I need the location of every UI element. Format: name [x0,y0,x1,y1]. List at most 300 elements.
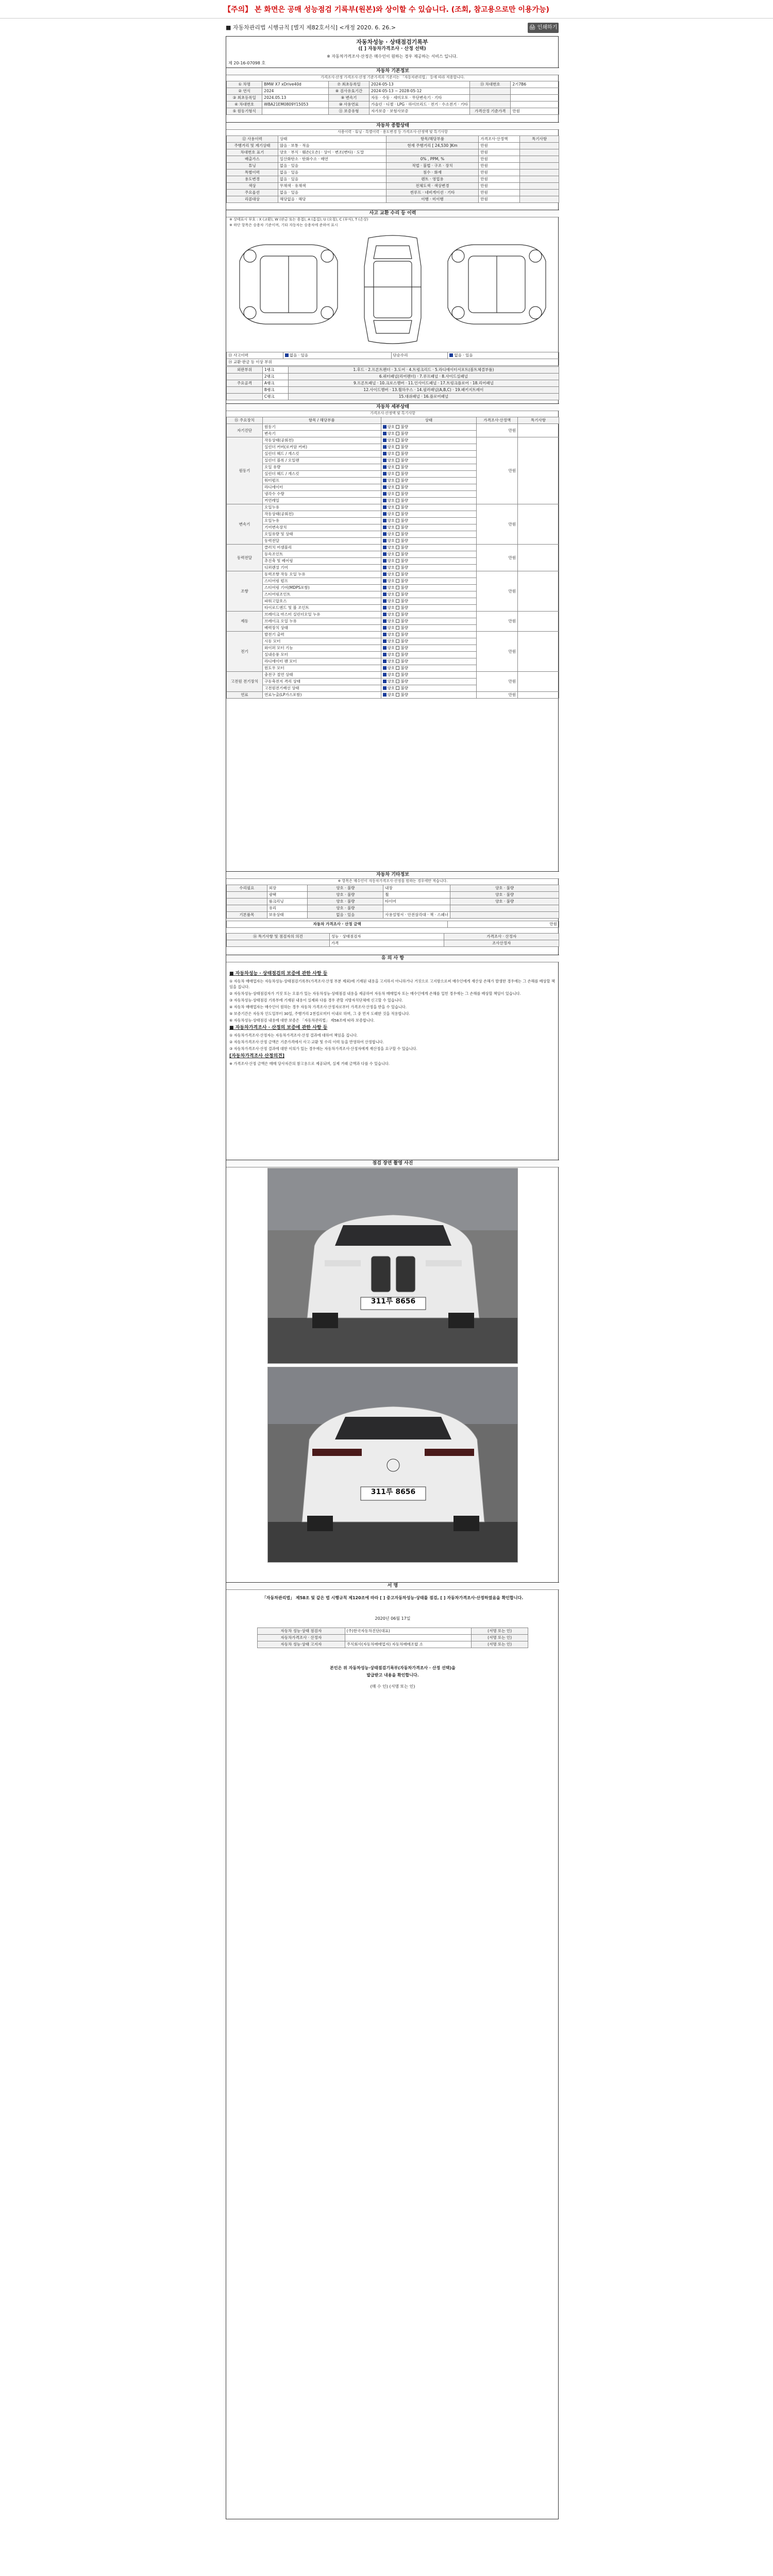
detail-state[interactable]: 양호 불량 [381,605,477,612]
sign-cell: (서명 또는 인) [472,1628,528,1635]
sign-heading: 서 명 [226,1582,559,1590]
detail-group-label: 제동 [227,612,263,632]
section-summary-note: 사용이력 · 튜닝 · 특별이력 · 용도변경 등 가격조사·산정액 및 특기사항 [338,130,448,134]
detail-note [518,612,559,632]
damage-legend: ※ 하단 항목은 승용차 기준이며, 기타 자동차는 승용차에 준하여 표시 [229,223,338,227]
summary-cell: 만원 [479,156,520,163]
basic-cell: 2기7B6 [511,81,559,88]
detail-item: 동력조향 작동 오일 누유 [262,571,381,578]
parts-cell: 1.후드 · 2.프론트펜더 · 3.도어 · 4.트렁크리드 · 5.라디에이터서포트(볼트체결부품) [288,367,559,374]
section-damage: 사고 교환 수리 등 이력 [226,210,559,217]
notes-heading-2: ■ 자동차가격조사 · 산정의 보증에 관한 사항 등 [229,1025,328,1030]
extra-cell: 양호 · 불량 [308,892,383,899]
detail-state[interactable]: 양호 불량 [381,558,477,565]
opinion-cell [227,940,330,947]
basic-cell: ① 차명 [227,81,262,88]
basic-cell: 자가보증 · 보험사보증 [369,108,470,115]
summary-cell: 만원 [479,149,520,156]
detail-item: 파워고압호스 [262,598,381,605]
detail-item: 브레이크 마스터 실린더오일 누유 [262,612,381,618]
car-side-right [448,245,546,324]
summary-cell: 적법 · 불법 · 구조 · 장치 [386,163,479,170]
detail-state[interactable]: 양호 불량 [381,632,477,638]
extra-cell: 양호 · 불량 [308,899,383,905]
detail-item: 동력전달 [262,538,381,545]
summary-cell: 렌트 · 영업용 [386,176,479,183]
note-item: ① 자동차 매매업자는 자동차성능·상태점검기록부(가격조사·산정 부분 제외)에 기재된 내용을 고지하지 아니하거나 거짓으로 고지함으로써 매수인에게 재산상 손해가 발생한 경우에는 그 손해를 배상할 책임을 집니다. [229,979,555,989]
summary-cell: 만원 [479,170,520,176]
basic-cell: ⑨ 변속기 [328,95,369,101]
detail-state[interactable]: 양호 불량 [381,638,477,645]
doc-law-note: ※ 자동차가격조사·산정은 매수인이 원하는 경우 제공하는 서비스 입니다. [327,54,458,59]
basic-cell: ⑧ 검사유효기간 [328,88,369,95]
print-button[interactable]: 🖨 인쇄하기 [528,23,559,33]
damage-symbol-note: ※ 상태표시 부호 : X (교환), W (판금 또는 용접), A (흠집), U (요철), C (부식), T (손상) [229,217,368,222]
detail-item: 변속기 [262,431,381,437]
detail-group-label: 연료 [227,692,263,699]
extra-cell: 사용설명서 · 안전삼각대 · 잭 · 스패너 [383,912,450,919]
extra-row [227,905,559,912]
detail-group-label: 조향 [227,571,263,612]
summary-cell: 가격조사·산정액 [479,136,520,143]
sign-row [258,1641,528,1648]
note-item: ③ 자동차성능·상태점검 기록부에 기재된 내용이 실제와 다를 경우 관할 지방자치단체에 신고할 수 있습니다. [229,998,403,1003]
detail-state[interactable]: 양호 불량 [381,672,477,679]
summary-cell [520,170,559,176]
warning-banner [0,0,773,19]
extra-cell: 양호 · 불량 [450,892,559,899]
buyer-sign: (매 수 인) (서명 또는 인) [370,1684,415,1689]
summary-row [227,163,559,170]
opinion-cell: 가격 [329,940,444,947]
summary-cell [520,156,559,163]
notes-heading-1: ■ 자동차성능 · 상태점검의 보증에 관한 사항 등 [229,971,328,976]
detail-item: 오일누유 [262,518,381,524]
extra-cell: 타이어 [383,899,450,905]
parts-cell: 15.대쉬패널 · 16.플로어패널 [288,394,559,400]
summary-cell: 없음 · 있음 [278,170,386,176]
detail-note [518,672,559,692]
extra-cell: 외장 [267,885,308,892]
summary-cell [520,163,559,170]
detail-item: 오일유량 및 상태 [262,531,381,538]
basic-cell [469,95,511,101]
detail-state[interactable]: 양호 불량 [381,484,477,491]
page-header [226,22,559,34]
basic-cell: ⑪ 보증유형 [328,108,369,115]
extra-cell: 양호 · 불량 [308,905,383,912]
detail-state[interactable]: 양호 불량 [381,571,477,578]
detail-state[interactable]: 양호 불량 [381,478,477,484]
accident-value: 없음 · 있음 [283,352,391,359]
car-diagram-area [229,230,556,349]
extra-cell: 양호 · 불량 [450,885,559,892]
summary-cell: 없음 · 있음 [278,190,386,196]
basic-cell: ② 연식 [227,88,262,95]
extra-cell: 유리 [267,905,308,912]
summary-row [227,190,559,196]
total-label: 자동차 가격조사 · 산정 금액 [227,921,448,928]
detail-state[interactable]: 양호 불량 [381,578,477,585]
notes-list-1 [229,978,556,1023]
detail-item: 실내송풍 모터 [262,652,381,658]
summary-row [227,183,559,190]
detail-head-cell: 항목 / 해당부품 [262,417,381,424]
detail-row [227,545,559,551]
note-item: ② 자동차성능·상태점검자가 거짓 또는 오류가 있는 자동차성능·상태점검 내용을 제공하여 자동차 매매업자 또는 매수인에게 손해를 입힌 경우에는 그 손해를 배상할 책임이 있습니다. [229,991,521,996]
extra-cell: 광택 [267,892,308,899]
parts-cell: 2랭크 [262,374,288,380]
detail-item: 기어변속장치 [262,524,381,531]
sign-date: 2020년 06월 17일 [375,1616,411,1621]
detail-row [227,692,559,699]
basic-row [227,88,559,95]
detail-state[interactable]: 양호 불량 [381,679,477,685]
detail-item: 스티어링 기어(MDPS포함) [262,585,381,591]
car-rear-photo [268,1367,518,1563]
detail-item: 오일 유량 [262,464,381,471]
basic-cell: 가솔린 · 디젤 · LPG · 하이브리드 · 전기 · 수소전기 · 기타 [369,101,470,108]
detail-item: 타이로드엔드 및 볼 조인트 [262,605,381,612]
detail-group-label: 변속기 [227,504,263,545]
detail-amount: 만원 [477,692,518,699]
simple-repair-label: 단순수리 [391,352,448,359]
detail-head-cell: 가격조사·산정액 [477,417,518,424]
basic-cell: 2024 [262,88,329,95]
detail-amount: 만원 [477,424,518,437]
summary-cell: 만원 [479,183,520,190]
basic-cell: 2024-05-13 [369,81,470,88]
sign-table [257,1628,528,1648]
note-item: ② 자동차가격조사·산정 금액은 기준가격에서 사고·교환 및 수리 이력 등을 반영하여 산정합니다. [229,1040,384,1044]
detail-state[interactable]: 양호 불량 [381,658,477,665]
frame-label: ⑭ 교환·판금 등 이상 부위 [227,359,559,366]
summary-row [227,176,559,183]
extra-table [226,885,559,919]
basic-info-table [226,81,559,115]
detail-item: 라디에이터 [262,484,381,491]
detail-item: 구동축전지 격리 상태 [262,679,381,685]
summary-cell [520,183,559,190]
detail-state[interactable]: 양호 불량 [381,464,477,471]
detail-state[interactable]: 양호 불량 [381,524,477,531]
summary-cell [520,176,559,183]
summary-row [227,149,559,156]
detail-item: 작동상태(공회전) [262,511,381,518]
detail-row [227,571,559,578]
section-extra: 자동차 기타정보 [226,871,559,879]
detail-item: 실린더 헤드 / 개스킷 [262,471,381,478]
summary-cell: 많음 · 보통 · 적음 [278,143,386,149]
parts-cell [227,374,263,380]
basic-cell: ④ 차대번호 [227,101,262,108]
basic-cell: ③ 최초등록일 [227,95,262,101]
summary-cell [520,190,559,196]
detail-state[interactable]: 양호 불량 [381,545,477,551]
detail-state[interactable]: 양호 불량 [381,491,477,498]
parts-cell [227,394,263,400]
basic-cell: 2024-05-13 ~ 2028-05-12 [369,88,470,95]
basic-cell [511,88,559,95]
section-extra-note: ※ 항목은 매수인이 자동차가격조사·산정을 원하는 경우에만 적습니다. [338,879,448,883]
summary-cell: ⑫ 사용이력 [227,136,278,143]
basic-row [227,95,559,101]
detail-table [226,417,559,699]
detail-state[interactable]: 양호 불량 [381,652,477,658]
sign-cell: 자동차가격조사 · 산정자 [258,1635,345,1641]
detail-head-cell: ⑮ 주요장치 [227,417,263,424]
sign-row [258,1635,528,1641]
detail-state[interactable]: 양호 불량 [381,685,477,692]
basic-cell: BMW X7 xDrive40d [262,81,329,88]
sign-statement: 「자동차관리법」 제58조 및 같은 법 시행규칙 제120조에 따라 [ ] 중고자동차성능·상태를 점검, [ ] 자동차가격조사·산정하였음을 확인합니다. [262,1596,524,1600]
sign-row [258,1628,528,1635]
note-item: ⑤ 보증기간은 자동차 인도일부터 30일, 주행거리 2천킬로미터 이내로 하며, 그 중 먼저 도래한 것을 적용합니다. [229,1011,410,1016]
summary-cell: 주요옵션 [227,190,278,196]
summary-table [226,135,559,203]
detail-state[interactable]: 양호 불량 [381,598,477,605]
summary-cell: 만원 [479,176,520,183]
sign-cell: 자동차 성능·상태 점검자 [258,1628,345,1635]
summary-cell: 배출가스 [227,156,278,163]
detail-head-cell: 특기사항 [518,417,559,424]
detail-group-label: 자기진단 [227,424,263,437]
rear-plate: 311루 8656 [371,1488,416,1496]
detail-state[interactable]: 양호 불량 [381,511,477,518]
detail-note [518,571,559,612]
detail-state[interactable]: 양호 불량 [381,692,477,699]
detail-item: 실린더 블록 / 오일팬 [262,457,381,464]
summary-cell: 색상 [227,183,278,190]
detail-item: 고전원전기배선 상태 [262,685,381,692]
summary-cell: 용도변경 [227,176,278,183]
summary-cell: 침수 · 화재 [386,170,479,176]
opinion-cell: 조사산정자 [444,940,559,947]
summary-row [227,143,559,149]
detail-item: 스티어링조인트 [262,591,381,598]
parts-cell: 외판부위 [227,367,263,374]
section-detail: 자동차 세부상태 [226,403,559,411]
car-top-view [364,235,421,344]
extra-cell: 수리필요 [227,885,267,892]
basic-row [227,81,559,88]
detail-state[interactable]: 양호 불량 [381,565,477,571]
detail-amount: 만원 [477,504,518,545]
detail-state[interactable]: 양호 불량 [381,498,477,504]
summary-cell [520,149,559,156]
summary-cell: 상태 [278,136,386,143]
detail-state[interactable]: 양호 불량 [381,444,477,451]
basic-cell: ⑤ 원동기형식 [227,108,262,115]
detail-state[interactable]: 양호 불량 [381,431,477,437]
opinion-cell: 가격조사 · 산정자 [444,934,559,940]
extra-row [227,899,559,905]
sign-cell: (서명 또는 인) [472,1635,528,1641]
photo-caption: 점검 장면 촬영 사진 [226,1160,559,1167]
detail-head-row [227,417,559,424]
accident-label: ⑬ 사고이력 [227,352,283,359]
detail-note [518,545,559,571]
summary-cell: 이행 · 미이행 [386,196,479,203]
extra-cell: 없음 · 있음 [308,912,383,919]
detail-state[interactable]: 양호 불량 [381,518,477,524]
detail-state[interactable]: 양호 불량 [381,585,477,591]
sign-cell [345,1635,472,1641]
inspection-document [226,36,559,2519]
detail-item: 작동상태(공회전) [262,437,381,444]
extra-cell [450,912,559,919]
summary-cell: 만원 [479,190,520,196]
detail-item: 발전기 출력 [262,632,381,638]
detail-note [518,504,559,545]
front-plate: 311루 8656 [371,1297,416,1306]
notes-block [229,969,556,1067]
detail-amount: 만원 [477,545,518,571]
detail-amount: 만원 [477,571,518,612]
summary-cell: 튜닝 [227,163,278,170]
summary-cell: 항목/해당부품 [386,136,479,143]
detail-state[interactable]: 양호 불량 [381,551,477,558]
section-summary: 자동차 종합상태 [226,122,559,130]
summary-cell: 주행거리 및 계기상태 [227,143,278,149]
basic-cell: 만원 [511,108,559,115]
opinion-row [227,940,559,947]
detail-state[interactable]: 양호 불량 [381,645,477,652]
parts-table [226,366,559,400]
basic-cell: ⑦ 최초등록일 [328,81,369,88]
detail-row [227,504,559,511]
parts-cell: A랭크 [262,380,288,387]
extra-cell [227,892,267,899]
detail-state[interactable]: 양호 불량 [381,665,477,672]
extra-row [227,892,559,899]
detail-item: 브레이크 오일 누유 [262,618,381,625]
detail-state[interactable]: 양호 불량 [381,591,477,598]
detail-item: 연료누출(LP가스포함) [262,692,381,699]
parts-cell: 1랭크 [262,367,288,374]
car-diagram [229,230,556,349]
detail-row [227,672,559,679]
detail-item: 등속조인트 [262,551,381,558]
basic-cell [262,108,329,115]
summary-cell: 차대번호 표기 [227,149,278,156]
detail-group-label: 원동기 [227,437,263,504]
basic-cell [511,101,559,108]
accident-history-table [226,352,559,366]
summary-cell: 전체도색 · 색상변경 [386,183,479,190]
detail-state[interactable]: 양호 불량 [381,437,477,444]
detail-row [227,632,559,638]
summary-cell: 만원 [479,143,520,149]
parts-cell [227,387,263,394]
basic-cell: ⑩ 사용연료 [328,101,369,108]
detail-state[interactable]: 양호 불량 [381,504,477,511]
detail-item: 커먼레일 [262,498,381,504]
doc-subtitle: ([ ] 자동차가격조사 · 산정 선택) [358,46,426,52]
extra-cell [383,905,450,912]
extra-row [227,885,559,892]
summary-cell: 없음 · 있음 [278,163,386,170]
detail-row [227,437,559,444]
detail-state[interactable]: 양호 불량 [381,451,477,457]
extra-cell [227,905,267,912]
sign-cell: 주식회사(자동차매매업자) 자동차매매조합 소 [345,1641,472,1648]
detail-note [518,692,559,699]
detail-state[interactable]: 양호 불량 [381,538,477,545]
detail-state[interactable]: 양호 불량 [381,612,477,618]
summary-cell: 만원 [479,163,520,170]
notes-heading-3: [자동차가격조사 산정의견] [229,1054,284,1059]
detail-item: 윈도우 모터 [262,665,381,672]
note-item: ④ 자동차 매매업자는 매수인이 원하는 경우 자동차 가격조사·산정자로부터 가격조사·산정을 받을 수 있습니다. [229,1005,407,1009]
summary-cell: 0% , PPM, % [386,156,479,163]
summary-cell: 일산화탄소 · 탄화수소 · 매연 [278,156,386,163]
detail-state[interactable]: 양호 불량 [381,618,477,625]
detail-group-label: 동력전달 [227,545,263,571]
summary-row [227,136,559,143]
notice-title: 유 의 사 항 [226,955,559,962]
extra-cell: 양호 · 불량 [450,899,559,905]
detail-item: 원동기 [262,424,381,431]
detail-amount: 만원 [477,437,518,504]
detail-state[interactable]: 양호 불량 [381,471,477,478]
detail-amount: 만원 [477,672,518,692]
summary-row [227,170,559,176]
summary-cell [520,196,559,203]
parts-cell: 9.프론트패널 · 10.크로스멤버 · 11.인사이드패널 · 17.트렁크플로어 · 18.리어패널 [288,380,559,387]
summary-cell: 만원 [479,196,520,203]
detail-item: 워터펌프 [262,478,381,484]
detail-item: 클러치 어셈블리 [262,545,381,551]
notes-opinion: ※ 가격조사·산정 금액은 매매 당사자간의 참고용으로 제공되며, 실제 거래 금액과 다를 수 있습니다. [229,1061,390,1066]
detail-head-cell: 상태 [381,417,477,424]
note-item: ① 자동차가격조사·산정자는 자동차가격조사·산정 결과에 대하여 책임을 집니다. [229,1033,358,1038]
detail-row [227,424,559,431]
section-detail-note: 가격조사·산정액 및 특기사항 [370,411,415,415]
parts-cell: C랭크 [262,394,288,400]
doc-number: 제 20-16-07098 호 [228,61,266,65]
extra-cell [227,899,267,905]
detail-state[interactable]: 양호 불량 [381,457,477,464]
detail-item: 충전구 절연 상태 [262,672,381,679]
car-front-photo [268,1168,518,1364]
detail-state[interactable]: 양호 불량 [381,424,477,431]
basic-cell: 자동 · 수동 · 세미오토 · 무단변속기 · 기타 [369,95,470,101]
detail-item: 오일누유 [262,504,381,511]
detail-item: 배력장치 상태 [262,625,381,632]
opinion-row [227,934,559,940]
detail-state[interactable]: 양호 불량 [381,625,477,632]
sign-cell: 자동차 성능·상태 고지자 [258,1641,345,1648]
summary-cell: 양호 · 부식 · 훼손(오손) · 상이 · 변조(변타) · 도말 [278,149,386,156]
detail-state[interactable]: 양호 불량 [381,531,477,538]
extra-cell: 양호 · 불량 [308,885,383,892]
basic-row [227,101,559,108]
summary-cell: 해당없음 · 해당 [278,196,386,203]
summary-cell: 썬루프 · 네비게이션 · 기타 [386,190,479,196]
detail-item: 시동 모터 [262,638,381,645]
summary-cell: 무채색 · 유채색 [278,183,386,190]
notes-list-2 [229,1032,556,1052]
doc-title: 자동차성능 · 상태점검기록부 [356,39,428,45]
extra-cell: 휠 [383,892,450,899]
detail-amount: 만원 [477,632,518,672]
sign-cell: (서명 또는 인) [472,1641,528,1648]
note-item: ⑥ 자동차성능·상태점검 내용에 대한 보증은 「자동차관리법」 제58조에 따라 보증합니다. [229,1018,375,1023]
summary-cell [386,149,479,156]
parts-cell: 6.쿼터패널(리어펜더) · 7.루프패널 · 8.사이드실패널 [288,374,559,380]
photo-rear [267,1367,518,1563]
